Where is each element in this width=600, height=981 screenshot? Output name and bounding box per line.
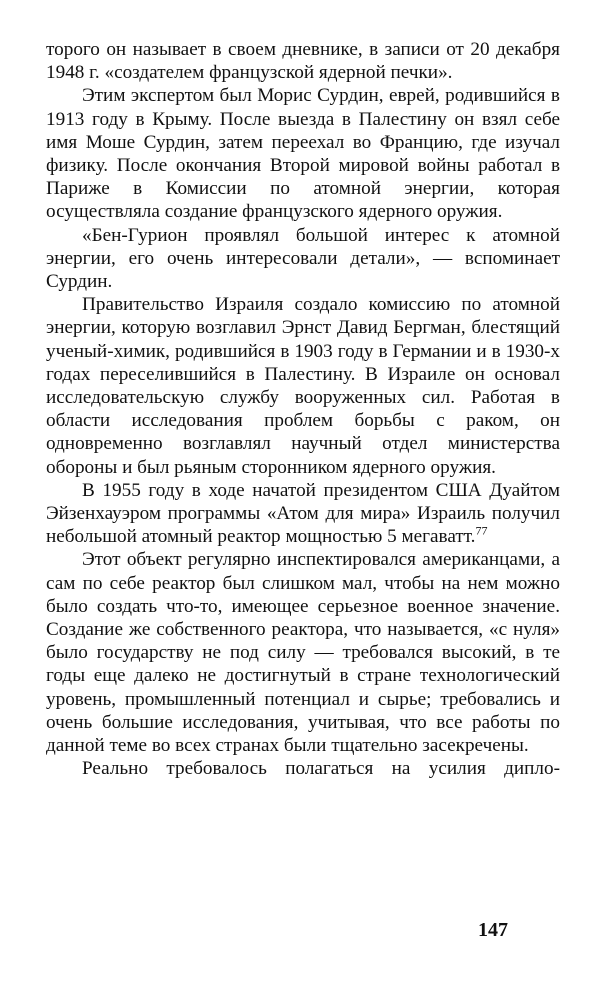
page-body — [46, 38, 560, 781]
page-number: 147 — [478, 919, 508, 941]
paragraph-surdin: Этим экспертом был Морис Сурдин, еврей, родившийся в 1913 году в Крыму. После выезда в Палестину он взял себе имя Моше Сурдин, затем переехал во Францию, где изучал физику. После окончания Второй мировой войны работал в Париже в Комиссии по атомной энергии, которая осуществляла создание французского ядерного оружия. — [46, 85, 560, 223]
paragraph-inspection: Этот объект регулярно инспектировался американцами, а сам по себе реактор был слишком мал, чтобы на нем можно было создать что-то, имеющее серьезное военное значение. Создание же собственного реактора, что называется, «с нуля» было государству не под силу — требовался высокий, в те годы еще далеко не достигнутый в стране технологический уровень, промышленный потенциал и сырье; требовались и очень большие исследования, учитывая, что все работы по данной теме во всех странах были тщательно засекречены. — [46, 549, 560, 757]
paragraph-quote: «Бен-Гурион проявлял большой интерес к атомной энергии, его очень интересовали детали», — вспоминает Сурдин. — [46, 224, 560, 293]
paragraph-continuation: торого он называет в своем дневнике, в записи от 20 декабря 1948 г. «создателем французской ядерной печки». — [46, 39, 560, 84]
paragraph-atoms-for-peace — [46, 479, 560, 549]
paragraph-atoms-text: В 1955 году в ходе начатой президентом США Дуайтом Эйзенхауэром программы «Атом для мира» Израиль получил небольшой атомный реактор мощностью 5 мегаватт. — [46, 479, 560, 548]
paragraph-bergman: Правительство Израиля создало комиссию по атомной энергии, которую возглавил Эрнст Давид Бергман, блестящий ученый-химик, родившийся в 1903 году в Германии и в 1930-х годах переселившийся в Палестину. В Израиле он основал исследовательскую службу вооруженных сил. Работая в области исследования проблем борьбы с раком, он одновременно возглавлял научный отдел министерства обороны и был рьяным сторонником ядерного оружия. — [46, 294, 560, 478]
footnote-reference[interactable]: 77 — [475, 523, 488, 538]
paragraph-diplomacy: Реально требовалось полагаться на усилия дипло- — [82, 758, 560, 780]
